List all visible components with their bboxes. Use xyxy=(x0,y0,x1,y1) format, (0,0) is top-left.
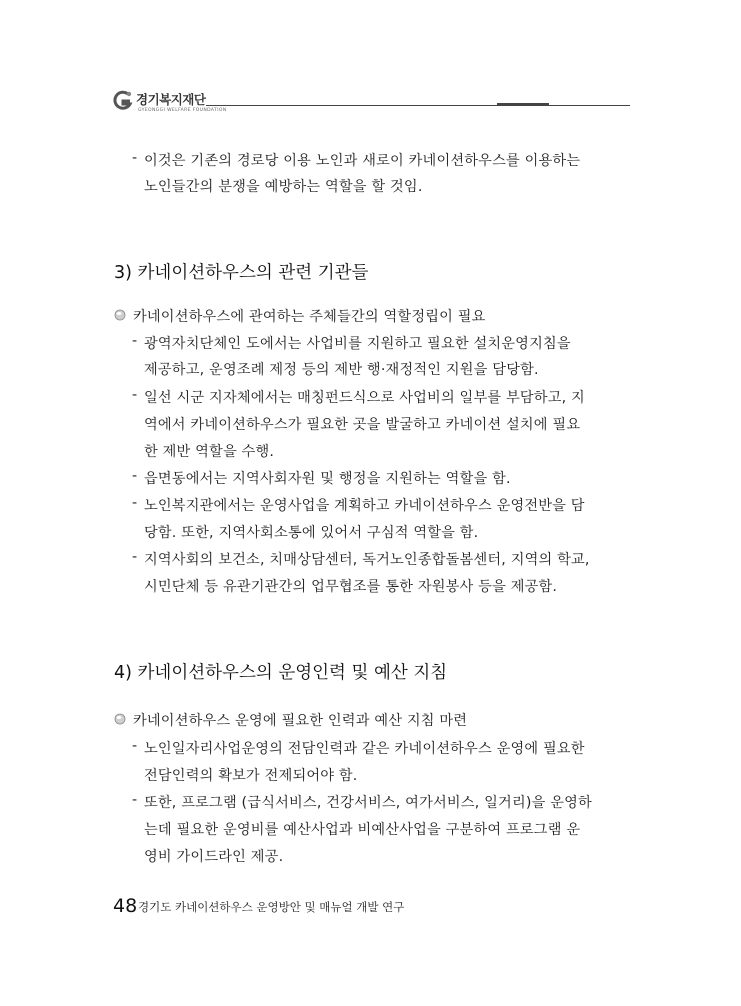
intro-line-2: 노인들간의 분쟁을 예방하는 역할을 할 것임. xyxy=(144,179,423,195)
s3-item-2-line-2: 역에서 카네이션하우스가 필요한 곳을 발굴하고 카네이션 설치에 필요 xyxy=(144,417,581,433)
dash-marker: - xyxy=(132,495,138,511)
dash-marker: - xyxy=(132,549,138,565)
dash-marker: - xyxy=(132,738,138,754)
s3-item-2-line-3: 한 제반 역할을 수행. xyxy=(144,444,275,460)
s4-item-2-line-3: 영비 가이드라인 제공. xyxy=(144,849,284,865)
bullet-icon xyxy=(114,307,128,321)
s4-item-1-line-2: 전담인력의 확보가 전제되어야 함. xyxy=(144,768,358,784)
intro-line-1: 이것은 기존의 경로당 이용 노인과 새로이 카네이션하우스를 이용하는 xyxy=(144,153,581,169)
s4-item-1-line-1: 노인일자리사업운영의 전담인력과 같은 카네이션하우스 운영에 필요한 xyxy=(144,741,585,757)
foundation-logo-icon xyxy=(112,90,134,112)
s3-item-1-line-2: 제공하고, 운영조례 제정 등의 제반 행·재정적인 지원을 담당함. xyxy=(144,362,539,378)
header-rule xyxy=(206,105,630,106)
section-3-heading: 3) 카네이션하우스의 관련 기관들 xyxy=(114,263,369,283)
s3-item-1-line-1: 광역자치단체인 도에서는 사업비를 지원하고 필요한 설치운영지침을 xyxy=(144,336,571,352)
page-header xyxy=(112,88,630,118)
dash-marker: - xyxy=(132,150,138,166)
bullet-icon xyxy=(114,711,128,725)
s4-item-2-line-1: 또한, 프로그램 (급식서비스, 건강서비스, 여가서비스, 일거리)을 운영하 xyxy=(144,795,592,811)
s3-item-3-line-1: 읍면동에서는 지역사회자원 및 행정을 지원하는 역할을 함. xyxy=(144,471,511,487)
logo-text: 경기복지재단 xyxy=(136,92,206,107)
s3-item-2-line-1: 일선 시군 지자체에서는 매칭펀드식으로 사업비의 일부를 부담하고, 지 xyxy=(144,390,585,406)
page-number: 48 xyxy=(113,895,138,917)
running-footer-title: 경기도 카네이션하우스 운영방안 및 매뉴얼 개발 연구 xyxy=(138,900,405,914)
dash-marker: - xyxy=(132,333,138,349)
s3-item-4-line-1: 노인복지관에서는 운영사업을 계획하고 카네이션하우스 운영전반을 담 xyxy=(144,498,585,514)
header-rule-accent xyxy=(497,103,549,105)
section-4-heading: 4) 카네이션하우스의 운영인력 및 예산 지침 xyxy=(114,663,448,683)
dash-marker: - xyxy=(132,468,138,484)
section-4-bullet: 카네이션하우스 운영에 필요한 인력과 예산 지침 마련 xyxy=(133,713,468,729)
dash-marker: - xyxy=(132,792,138,808)
s3-item-4-line-2: 당함. 또한, 지역사회소통에 있어서 구심적 역할을 함. xyxy=(144,525,479,541)
s3-item-5-line-2: 시민단체 등 유관기관간의 업무협조를 통한 자원봉사 등을 제공함. xyxy=(144,579,558,595)
s4-item-2-line-2: 는데 필요한 운영비를 예산사업과 비예산사업을 구분하여 프로그램 운 xyxy=(144,822,581,838)
s3-item-5-line-1: 지역사회의 보건소, 치매상담센터, 독거노인종합돌봄센터, 지역의 학교, xyxy=(144,552,590,568)
dash-marker: - xyxy=(132,387,138,403)
logo-subtitle: GYEONGGI WELFARE FOUNDATION xyxy=(138,108,227,113)
section-3-bullet: 카네이션하우스에 관여하는 주체들간의 역할정립이 필요 xyxy=(133,309,486,325)
